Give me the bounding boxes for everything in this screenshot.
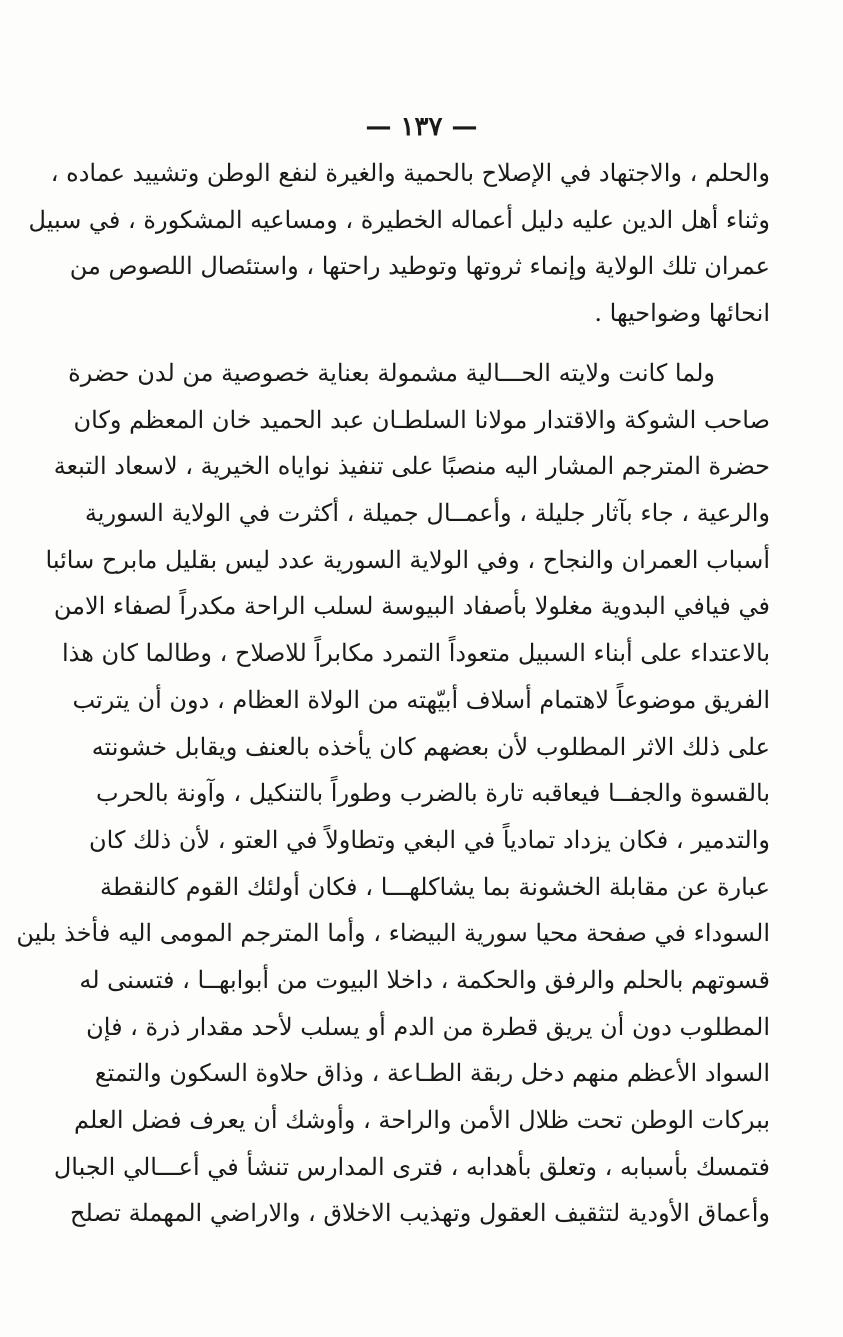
text-line: على ذلك الاثر المطلوب لأن بعضهم كان يأخذه بالعنف ويقابل خشونته bbox=[91, 732, 770, 761]
text-line: حضرة المترجم المشار اليه منصبًا على تنفيذ نواياه الخيرية ، لاسعاد التبعة bbox=[53, 452, 770, 481]
text-line: والحلم ، والاجتهاد في الإصلاح بالحمية والغيرة لنفع الوطن وتشييد عماده ، bbox=[50, 159, 770, 187]
page-number: — ١٣٧ — bbox=[365, 112, 478, 142]
text-line: عبارة عن مقابلة الخشونة بما يشاكلهـــا ، فكان أولئك القوم كالنقطة bbox=[100, 872, 770, 901]
text-line: انحائها وضواحيها . bbox=[594, 299, 770, 328]
text-line: فتمسك بأسبابه ، وتعلق بأهدابه ، فترى المدارس تنشأ في أعـــالي الجبال bbox=[53, 1152, 770, 1181]
text-line: السواد الأعظم منهم دخل ربقة الطـاعة ، وذاق حلاوة السكون والتمتع bbox=[94, 1059, 770, 1088]
text-line: ولما كانت ولايته الحـــالية مشمولة بعناية خصوصية من لدن حضرة bbox=[68, 359, 715, 387]
text-line: والرعية ، جاء بآثار جليلة ، وأعمــال جميلة ، أكثرت في الولاية السورية bbox=[84, 499, 770, 528]
text-line: أسباب العمران والنجاح ، وفي الولاية السورية عدد ليس بقليل مابرح سائبا bbox=[45, 545, 770, 574]
paragraph-1 bbox=[28, 150, 770, 337]
text-line: وأعماق الأودية لتثقيف العقول وتهذيب الاخلاق ، والاراضي المهملة تصلح bbox=[70, 1199, 770, 1228]
text-line: عمران تلك الولاية وإنماء ثروتها وتوطيد راحتها ، واستئصال اللصوص من bbox=[69, 252, 770, 281]
text-line: وثناء أهل الدين عليه دليل أعماله الخطيرة ، ومساعيه المشكورة ، في سبيل bbox=[28, 205, 770, 234]
text-line: قسوتهم بالحلم والرفق والحكمة ، داخلا البيوت من أبوابهــا ، فتسنى له bbox=[79, 965, 770, 994]
text-line: الفريق موضوعاً لاهتمام أسلاف أبيّهته من الولاة العظام ، دون أن يترتب bbox=[72, 685, 770, 714]
text-line: بالقسوة والجفــا فيعاقبه تارة بالضرب وطوراً بالتنكيل ، وآونة بالحرب bbox=[96, 779, 770, 808]
text-line: والتدمير ، فكان يزداد تمادياً في البغي وتطاولاً في العتو ، لأن ذلك كان bbox=[89, 825, 770, 854]
paragraph-2 bbox=[16, 350, 770, 1237]
text-line: بالاعتداء على أبناء السبيل متعوداً التمرد مكابراً للاصلاح ، وطالما كان هذا bbox=[61, 639, 770, 668]
text-line: السوداء في صفحة محيا سورية البيضاء ، وأما المترجم المومى اليه فأخذ بلين bbox=[16, 919, 770, 948]
text-line: صاحب الشوكة والاقتدار مولانا السلطـان عبد الحميد خان المعظم وكان bbox=[73, 405, 770, 434]
text-line: في فيافي البدوية مغلولا بأصفاد البيوسة لسلب الراحة مكدراً لصفاء الامن bbox=[53, 592, 770, 621]
text-line: المطلوب دون أن يريق قطرة من الدم أو يسلب لأحد مقدار ذرة ، فإن bbox=[86, 1012, 770, 1041]
text-line: ببركات الوطن تحت ظلال الأمن والراحة ، وأوشك أن يعرف فضل العلم bbox=[74, 1106, 770, 1134]
